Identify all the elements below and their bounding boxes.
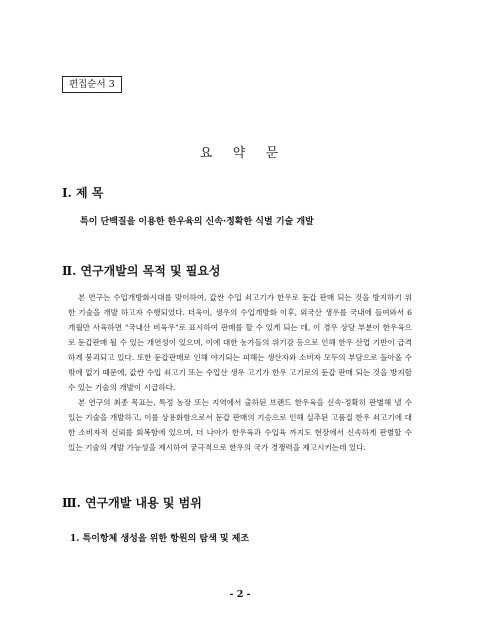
- page-number: - 2 -: [229, 589, 251, 600]
- research-subject: 특이 단백질을 이용한 한우육의 신속·정확한 식별 기술 개발: [80, 217, 314, 227]
- purpose-paragraph: 본 연구의 최종 목표는, 특정 농장 또는 지역에서 출하된 브랜드 한우육을 신속·정확히 판별해 낼 수 있는 기술을 개발하고, 이를 상용화함으로서 둔갑 판매의 기승으로 인해 실추된 고품질 한우 쇠고기에 대한 소비자적 신뢰를 회복함에 있으며, 더 나아가 한우육과 수입육 까지도 현장에서 신속하게 판별할 수 있는 기술의 개발 가능성을 제시하여 궁극적으로 한우의 국가 경쟁력을 제고시키는데 있다.: [68, 398, 412, 452]
- section-title-subject: Ⅰ. 제 목: [62, 186, 104, 200]
- section-title-scope: Ⅲ. 연구개발 내용 및 범위: [62, 496, 202, 510]
- section-title-purpose: Ⅱ. 연구개발의 목적 및 필요성: [62, 264, 221, 278]
- purpose-paragraph: 본 연구는 수입개방화시대를 맞이하여, 값싼 수입 쇠고기가 한우로 둔갑 판매 되는 것을 방지하기 위한 기술을 개발 하고자 수행되었다. 더욱이, 생우의 수입개방화 이후, 외국산 생우를 국내에 들여와서 6개월만 사육하면 "국내산 비육우"로 표시하여 판매를 할 수 있게 되는 데, 이 경우 상당 부분이 한우육으로 둔갑판매 될 수 있는 개연성이 있으며, 이에 대한 농가들의 위기감 등으로 인해 한우 산업 기반이 급격하게 붕괴되고 있다. 또한 둔갑판매로 인해 야기되는 피해는 생산자와 소비자 모두의 부담으로 돌아올 수 밖에 없기 때문에, 값싼 수입 쇠고기 또는 수입산 생우 고기가 한우 고기로의 둔갑 판매 되는 것을 방지할 수 있는 기술의 개발이 시급하다.: [68, 293, 412, 392]
- edit-order-label: 편집순서 3: [62, 76, 122, 93]
- scope-item: 1. 특이항체 생성을 위한 항원의 탐색 및 제조: [70, 534, 250, 544]
- document-title: 요 약 문: [199, 146, 281, 161]
- purpose-body: [68, 290, 412, 455]
